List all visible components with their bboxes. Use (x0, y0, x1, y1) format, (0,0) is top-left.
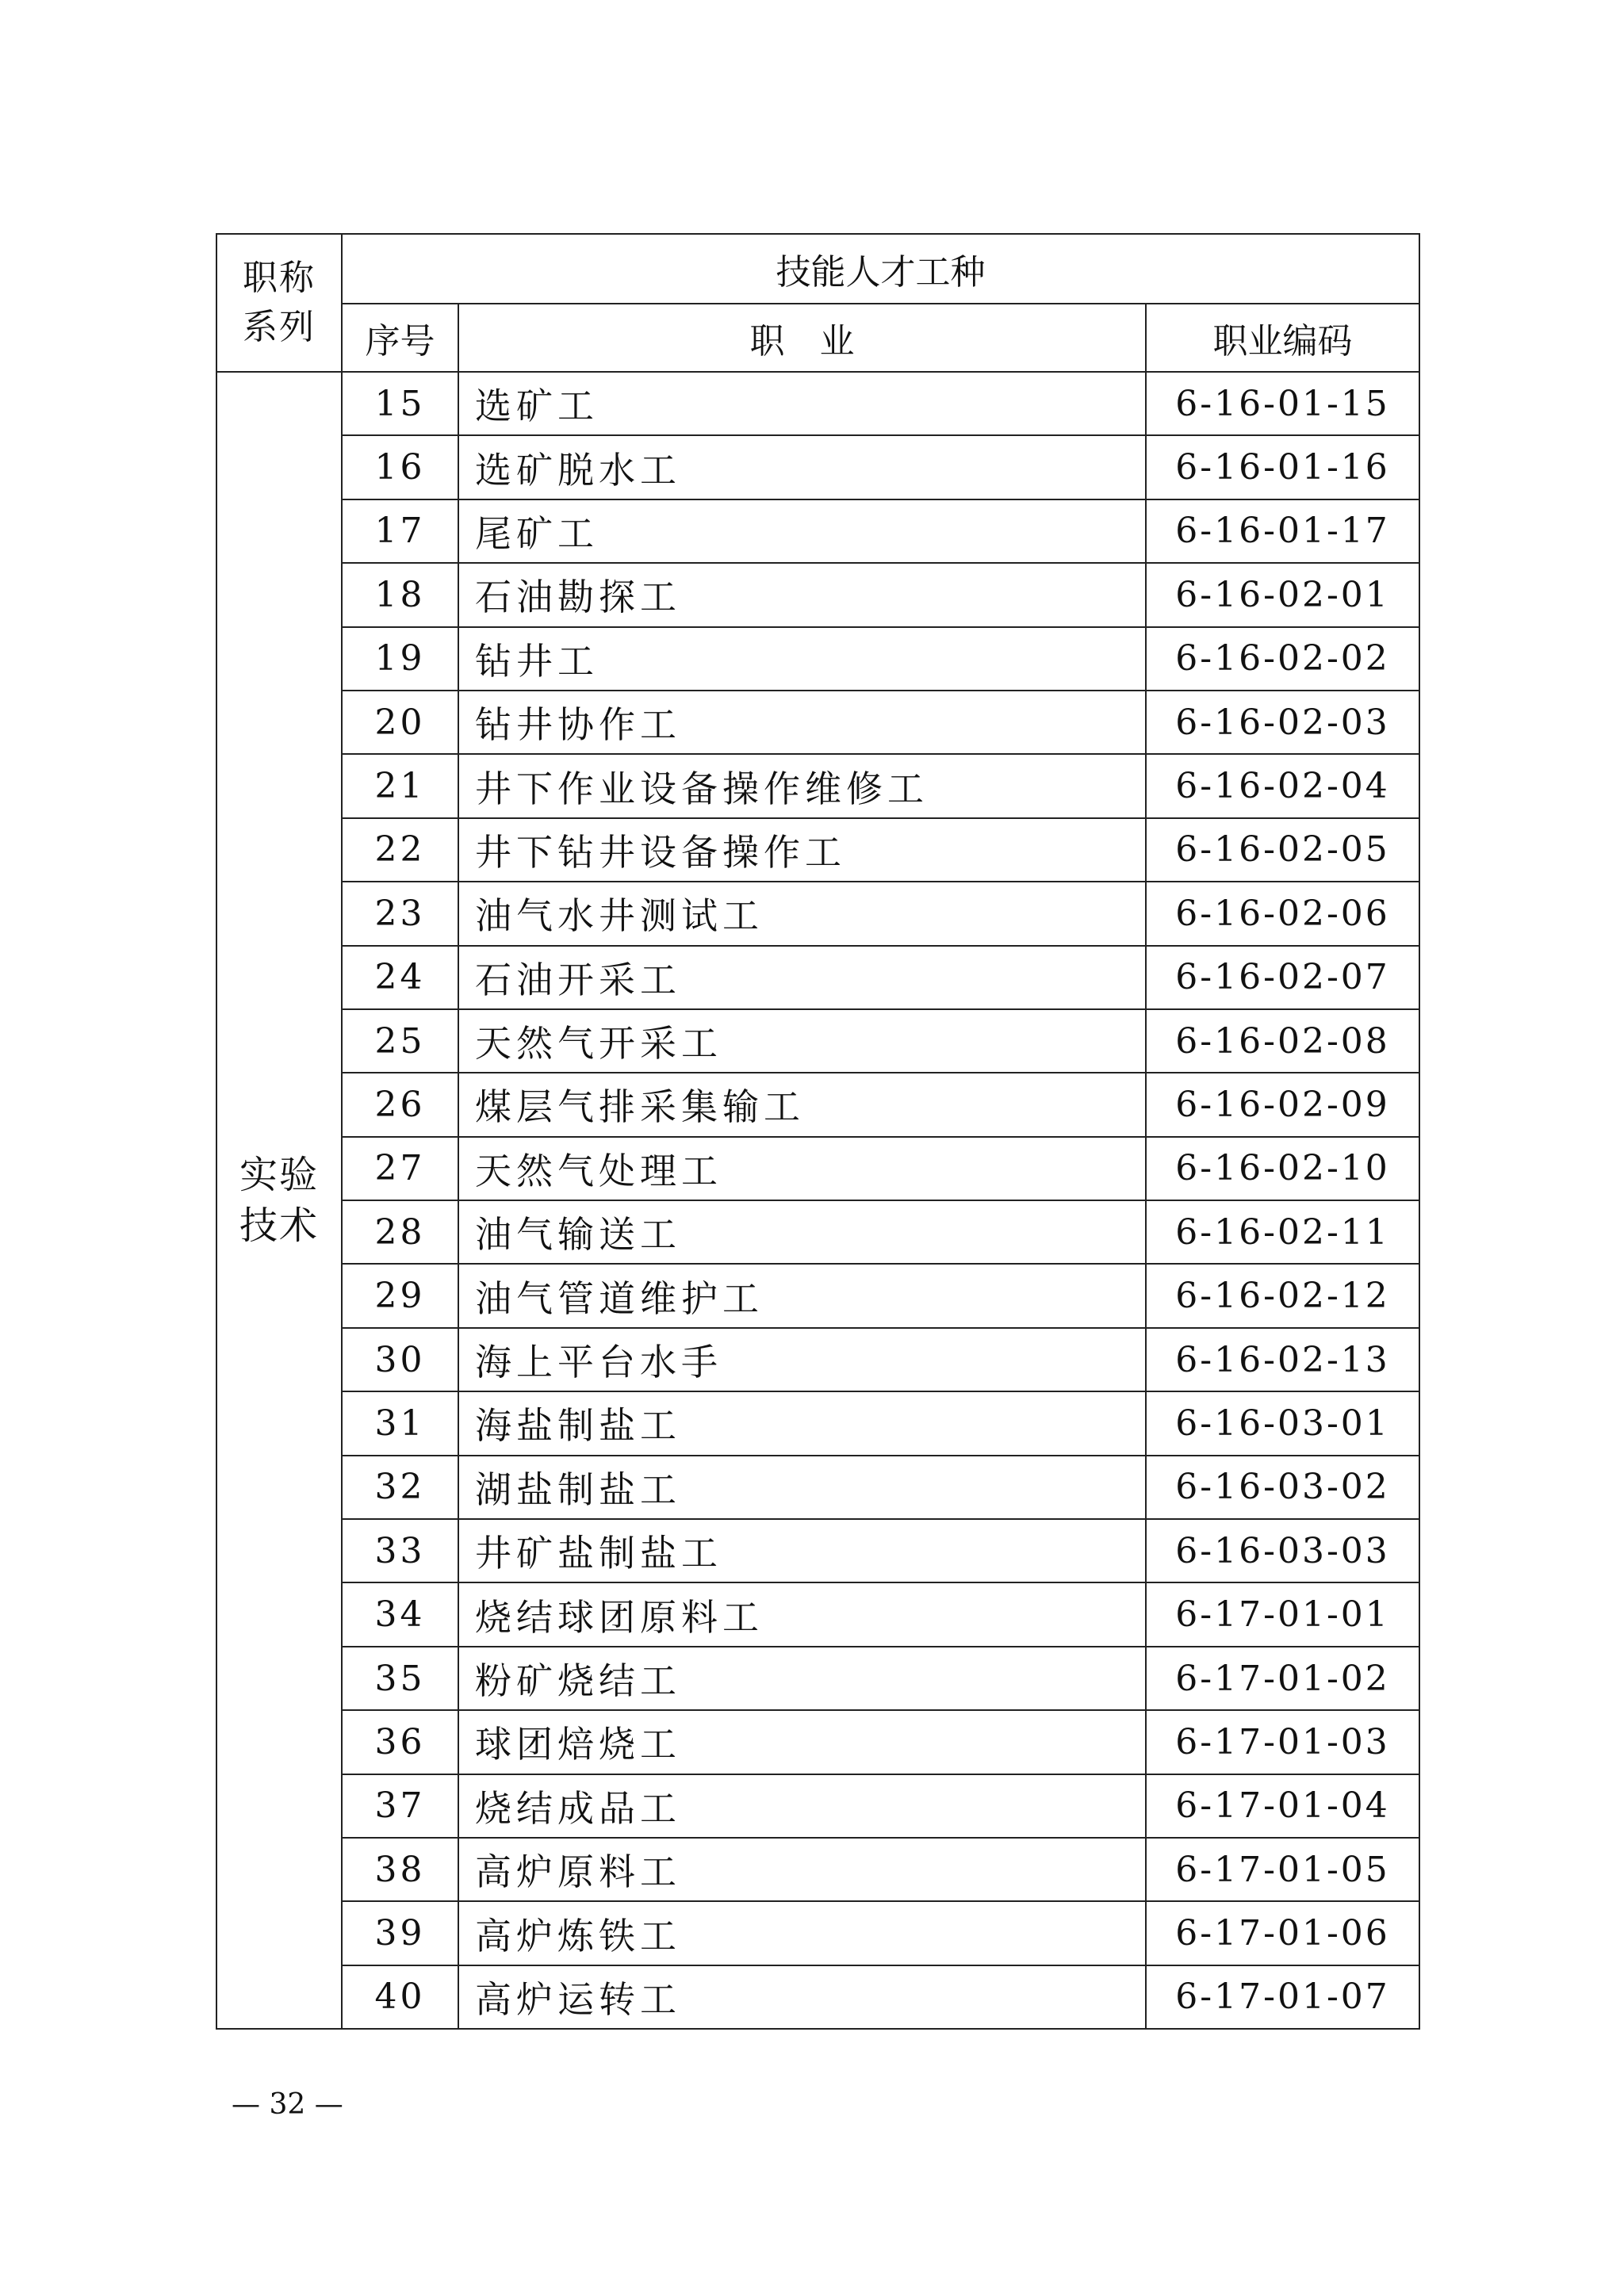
row-code: 6-16-01-16 (1146, 435, 1419, 499)
row-occupation: 粉矿烧结工 (458, 1647, 1146, 1710)
table-row (216, 1009, 1419, 1073)
row-occupation: 高炉运转工 (458, 1965, 1146, 2029)
row-occupation: 选矿脱水工 (458, 435, 1146, 499)
row-code: 6-16-02-07 (1146, 946, 1419, 1009)
row-number: 34 (342, 1582, 458, 1646)
row-occupation: 尾矿工 (458, 499, 1146, 563)
row-number: 23 (342, 882, 458, 945)
table-row (216, 1838, 1419, 1901)
row-occupation: 油气输送工 (458, 1200, 1146, 1264)
row-number: 27 (342, 1137, 458, 1200)
skill-group-header: 技能人才工种 (342, 234, 1419, 304)
row-occupation: 井下作业设备操作维修工 (458, 754, 1146, 817)
row-number: 16 (342, 435, 458, 499)
row-occupation: 海上平台水手 (458, 1328, 1146, 1391)
row-code: 6-16-02-05 (1146, 818, 1419, 882)
table-row (216, 946, 1419, 1009)
table-row (216, 1073, 1419, 1136)
table-row (216, 1582, 1419, 1646)
table-row (216, 627, 1419, 691)
table-row (216, 435, 1419, 499)
occupation-table (216, 233, 1420, 2030)
row-occupation: 钻井工 (458, 627, 1146, 691)
row-code: 6-16-02-09 (1146, 1073, 1419, 1136)
row-number: 17 (342, 499, 458, 563)
row-number: 32 (342, 1456, 458, 1519)
row-code: 6-17-01-03 (1146, 1710, 1419, 1774)
code-header: 职业编码 (1146, 304, 1419, 372)
row-code: 6-16-02-01 (1146, 563, 1419, 626)
table-body (216, 372, 1419, 2029)
series-header-line1: 职称 (243, 258, 316, 298)
table-row (216, 818, 1419, 882)
row-number: 30 (342, 1328, 458, 1391)
row-number: 31 (342, 1391, 458, 1455)
row-number: 24 (342, 946, 458, 1009)
row-occupation: 高炉原料工 (458, 1838, 1146, 1901)
row-number: 33 (342, 1519, 458, 1582)
row-occupation: 烧结球团原料工 (458, 1582, 1146, 1646)
row-number: 37 (342, 1774, 458, 1838)
table-row (216, 499, 1419, 563)
table-row (216, 1647, 1419, 1710)
row-occupation: 井矿盐制盐工 (458, 1519, 1146, 1582)
row-code: 6-16-03-01 (1146, 1391, 1419, 1455)
row-occupation: 湖盐制盐工 (458, 1456, 1146, 1519)
table-row (216, 882, 1419, 945)
row-occupation: 选矿工 (458, 372, 1146, 435)
row-occupation: 天然气处理工 (458, 1137, 1146, 1200)
row-number: 18 (342, 563, 458, 626)
row-code: 6-16-02-13 (1146, 1328, 1419, 1391)
table-row (216, 1200, 1419, 1264)
row-code: 6-16-01-15 (1146, 372, 1419, 435)
row-code: 6-16-02-02 (1146, 627, 1419, 691)
row-occupation: 石油勘探工 (458, 563, 1146, 626)
table-row (216, 1264, 1419, 1327)
row-occupation: 高炉炼铁工 (458, 1901, 1146, 1965)
table-row (216, 1137, 1419, 1200)
table-row (216, 1965, 1419, 2029)
table-row (216, 754, 1419, 817)
row-occupation: 天然气开采工 (458, 1009, 1146, 1073)
row-occupation: 井下钻井设备操作工 (458, 818, 1146, 882)
row-code: 6-16-02-04 (1146, 754, 1419, 817)
row-number: 15 (342, 372, 458, 435)
row-number: 29 (342, 1264, 458, 1327)
row-code: 6-17-01-06 (1146, 1901, 1419, 1965)
table-row (216, 691, 1419, 754)
table-row (216, 372, 1419, 435)
row-code: 6-16-02-10 (1146, 1137, 1419, 1200)
row-code: 6-16-03-02 (1146, 1456, 1419, 1519)
number-header: 序号 (342, 304, 458, 372)
row-occupation: 球团焙烧工 (458, 1710, 1146, 1774)
occupation-header: 职 业 (458, 304, 1146, 372)
table-row (216, 1519, 1419, 1582)
series-header (216, 234, 342, 372)
row-code: 6-17-01-07 (1146, 1965, 1419, 2029)
row-occupation: 石油开采工 (458, 946, 1146, 1009)
row-code: 6-17-01-01 (1146, 1582, 1419, 1646)
row-number: 40 (342, 1965, 458, 2029)
row-code: 6-16-02-03 (1146, 691, 1419, 754)
row-number: 19 (342, 627, 458, 691)
row-code: 6-16-02-11 (1146, 1200, 1419, 1264)
series-name-line2: 技术 (239, 1203, 319, 1249)
row-occupation: 煤层气排采集输工 (458, 1073, 1146, 1136)
table-row (216, 1456, 1419, 1519)
series-name-line1: 实验 (239, 1153, 319, 1198)
row-number: 38 (342, 1838, 458, 1901)
row-code: 6-17-01-05 (1146, 1838, 1419, 1901)
table-row (216, 563, 1419, 626)
series-name-cell (216, 372, 342, 2029)
row-code: 6-16-01-17 (1146, 499, 1419, 563)
row-number: 28 (342, 1200, 458, 1264)
row-code: 6-17-01-04 (1146, 1774, 1419, 1838)
table-row (216, 1901, 1419, 1965)
page-number: — 32 — (232, 2088, 343, 2121)
row-occupation: 钻井协作工 (458, 691, 1146, 754)
row-number: 22 (342, 818, 458, 882)
table-row (216, 1328, 1419, 1391)
row-code: 6-16-03-03 (1146, 1519, 1419, 1582)
row-number: 35 (342, 1647, 458, 1710)
row-occupation: 烧结成品工 (458, 1774, 1146, 1838)
row-number: 26 (342, 1073, 458, 1136)
row-code: 6-17-01-02 (1146, 1647, 1419, 1710)
row-code: 6-16-02-12 (1146, 1264, 1419, 1327)
row-occupation: 油气水井测试工 (458, 882, 1146, 945)
row-code: 6-16-02-06 (1146, 882, 1419, 945)
row-number: 39 (342, 1901, 458, 1965)
table-row (216, 1710, 1419, 1774)
table-row (216, 1391, 1419, 1455)
row-occupation: 海盐制盐工 (458, 1391, 1146, 1455)
row-number: 21 (342, 754, 458, 817)
row-occupation: 油气管道维护工 (458, 1264, 1146, 1327)
table-row (216, 1774, 1419, 1838)
series-header-line2: 系列 (243, 307, 316, 347)
row-number: 36 (342, 1710, 458, 1774)
row-number: 20 (342, 691, 458, 754)
row-code: 6-16-02-08 (1146, 1009, 1419, 1073)
row-number: 25 (342, 1009, 458, 1073)
